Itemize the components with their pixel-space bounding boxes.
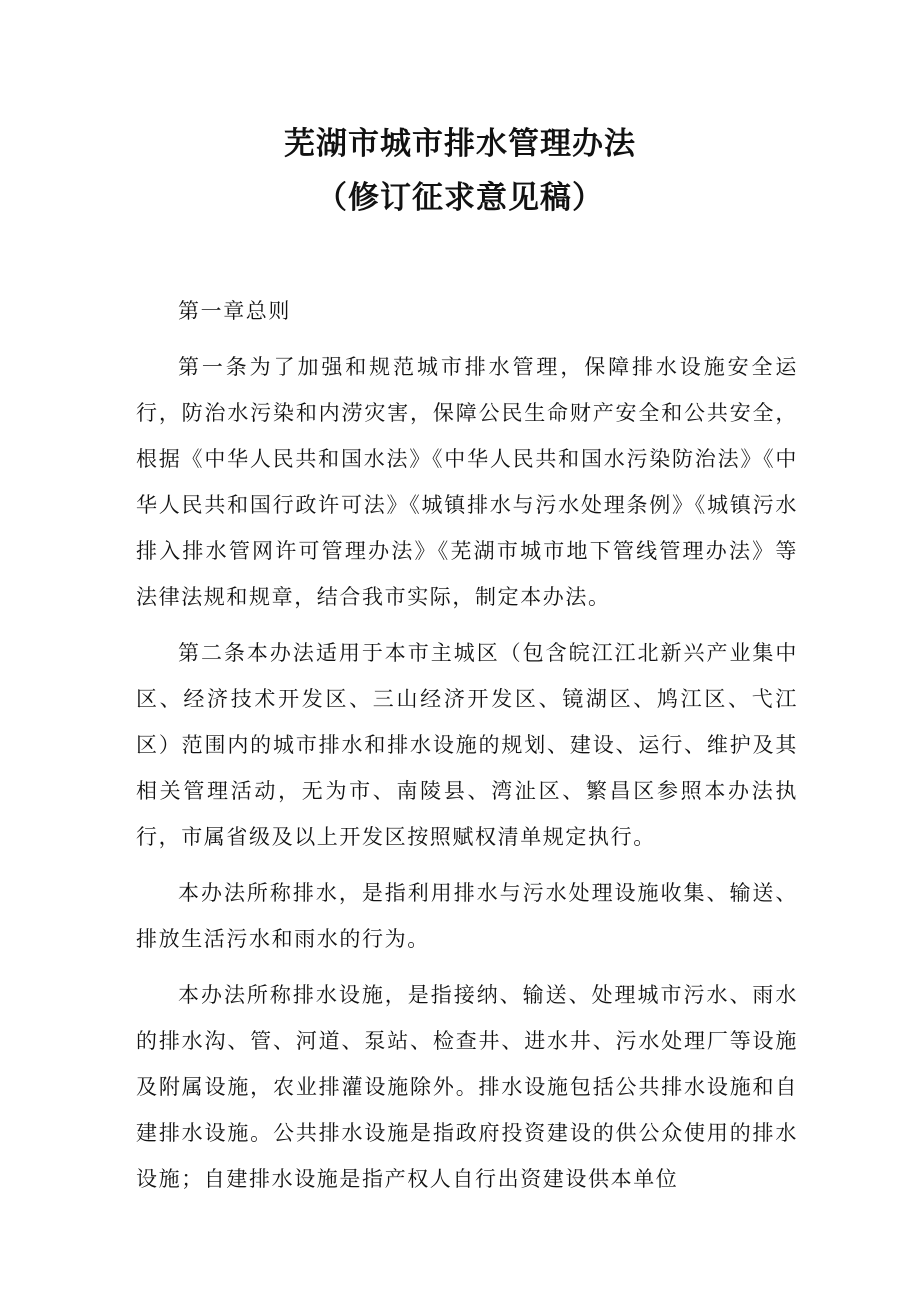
chapter-heading: 第一章总则: [178, 299, 291, 323]
article-1-paragraph: 第一条为了加强和规范城市排水管理，保障排水设施安全运行，防治水污染和内涝灾害，保障公民生命财产安全和公共安全，根据《中华人民共和国水法》《中华人民共和国水污染防治法》《中华人民共和国行政许可法》《城镇排水与污水处理条例》《城镇污水排入排水管网许可管理办法》《芜湖市城市地下管线管理办法》等法律法规和规章，结合我市实际，制定本办法。: [136, 355, 798, 609]
article-2-paragraph: 第二条本办法适用于本市主城区（包含皖江江北新兴产业集中区、经济技术开发区、三山经济开发区、镜湖区、鸠江区、弋江区）范围内的城市排水和排水设施的规划、建设、运行、维护及其相关管理活动，无为市、南陵县、湾沚区、繁昌区参照本办法执行，市属省级及以上开发区按照赋权清单规定执行。: [136, 641, 798, 849]
document-title: 芜湖市城市排水管理办法: [284, 126, 636, 162]
document-body: [136, 288, 798, 1212]
drainage-definition-paragraph: 本办法所称排水，是指利用排水与污水处理设施收集、输送、排放生活污水和雨水的行为。: [136, 881, 798, 951]
drainage-facility-definition-paragraph: 本办法所称排水设施，是指接纳、输送、处理城市污水、雨水的排水沟、管、河道、泵站、检查井、进水井、污水处理厂等设施及附属设施，农业排灌设施除外。排水设施包括公共排水设施和自建排水设施。公共排水设施是指政府投资建设的供公众使用的排水设施；自建排水设施是指产权人自行出资建设供本单位: [136, 983, 798, 1191]
document-subtitle: （修订征求意见稿）: [316, 180, 604, 216]
